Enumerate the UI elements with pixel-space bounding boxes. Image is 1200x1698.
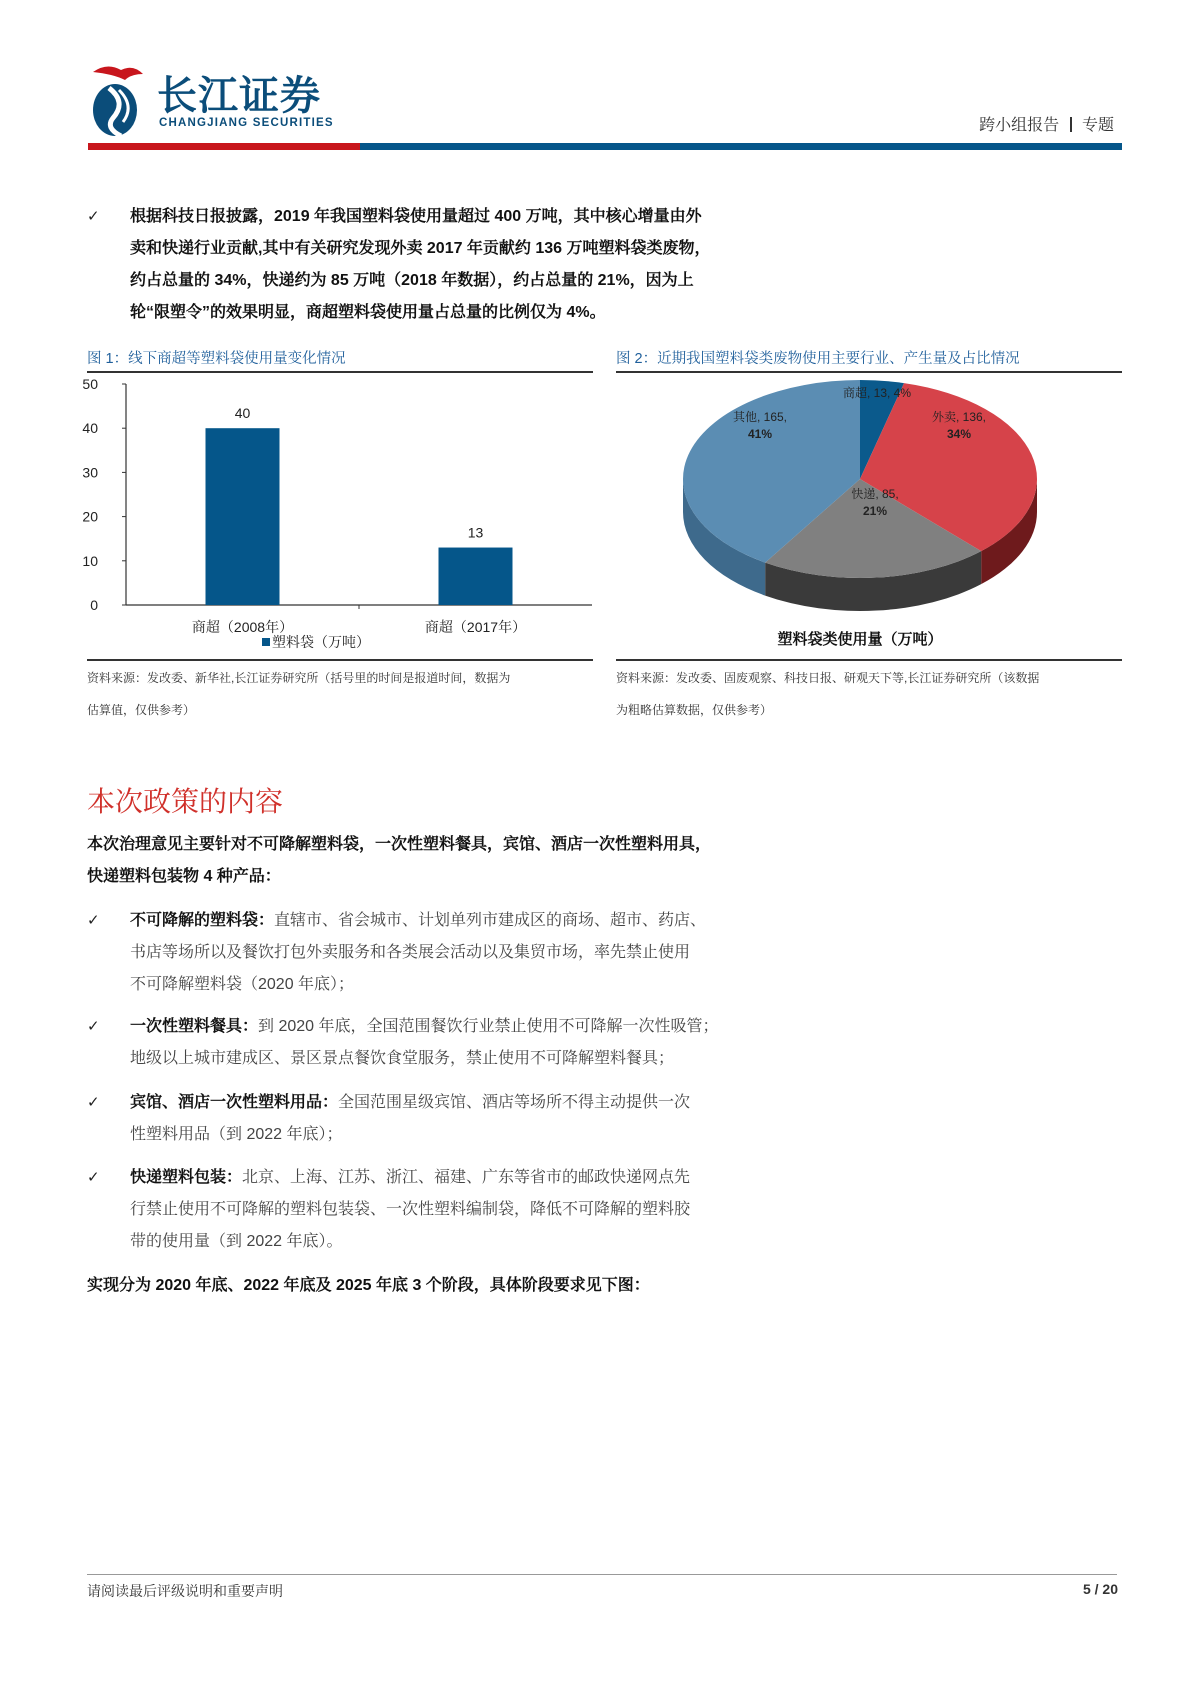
bullet-line: 书店等场所以及餐饮打包外卖服务和各类展会活动以及集贸市场，率先禁止使用 [130, 944, 691, 961]
logo-emblem-icon [87, 62, 153, 140]
bullet-line: 性塑料用品（到 2022 年底）； [130, 1126, 343, 1143]
report-type: 跨小组报告 [979, 117, 1060, 134]
bullet-line: 直辖市、省会城市、计划单列市建成区的商场、超市、药店、 [274, 912, 707, 929]
report-subtype: 专题 [1081, 117, 1114, 134]
divider [1070, 117, 1072, 132]
check-icon: ✓ [87, 912, 100, 929]
bullet-line: 带的使用量（到 2022 年底）。 [130, 1233, 343, 1250]
y-tick-label: 0 [90, 597, 98, 613]
bar-1 [439, 548, 513, 605]
pie-label: 其他, 165, [732, 410, 788, 424]
section-lead [87, 829, 827, 893]
check-icon: ✓ [87, 1169, 100, 1186]
y-tick-label: 10 [82, 552, 98, 569]
y-tick-label: 40 [82, 420, 98, 437]
page-number: 5 / 20 [1082, 1581, 1118, 1597]
intro-line: 卖和快递行业贡献,其中有关研究发现外卖 2017 年贡献约 136 万吨塑料袋类废物， [130, 240, 711, 257]
legend-label: 塑料袋（万吨） [272, 634, 370, 650]
figure-2-title: 图 2：近期我国塑料袋类废物使用主要行业、产生量及占比情况 [616, 351, 1020, 367]
bullet-lead: 不可降解的塑料袋： [130, 912, 275, 929]
figure-1-bottom-rule [87, 659, 593, 661]
intro-paragraph [87, 201, 787, 329]
closing-text: 实现分为 2020 年底、2022 年底及 2025 年底 3 个阶段，具体阶段要求见下图： [87, 1277, 650, 1294]
source-line: 资料来源：发改委、新华社,长江证券研究所（括号里的时间是报道时间，数据为 [87, 671, 511, 685]
intro-line: 轮“限塑令”的效果明显，商超塑料袋使用量占总量的比例仅为 4%。 [130, 304, 606, 321]
check-icon: ✓ [87, 1018, 100, 1035]
bullet-line: 不可降解塑料袋（2020 年底）； [130, 976, 355, 993]
figure-1-top-rule [87, 371, 593, 373]
intro-line: 根据科技日报披露，2019 年我国塑料袋使用量超过 400 万吨，其中核心增量由外 [130, 208, 702, 225]
intro-text [130, 201, 787, 329]
check-icon: ✓ [87, 208, 100, 225]
data-label: 13 [467, 524, 484, 541]
legend-swatch [262, 638, 270, 646]
bullet-item [87, 1162, 787, 1258]
bar-0 [206, 428, 280, 605]
bullet-item [87, 905, 787, 1001]
bullet-line: 行禁止使用不可降解的塑料包装袋、一次性塑料编制袋，降低不可降解的塑料胶 [130, 1201, 691, 1218]
source-line: 为粗略估算数据，仅供参考） [616, 703, 773, 717]
data-label: 40 [234, 405, 251, 422]
pie-label: 商超, 13, 4% [842, 386, 912, 400]
header-bar-red [88, 143, 360, 150]
x-tick-label: 商超（2017年） [424, 619, 527, 635]
bullet-line: 地级以上城市建成区、景区景点餐饮食堂服务，禁止使用不可降解塑料餐具； [130, 1050, 675, 1067]
bullet-item [87, 1011, 787, 1075]
y-tick-label: 20 [82, 508, 98, 525]
logo-text-cn: 长江证券 [157, 72, 321, 119]
figure-2-bottom-rule [616, 659, 1122, 661]
y-tick-label: 30 [82, 464, 98, 481]
figure-1-title: 图 1：线下商超等塑料袋使用量变化情况 [87, 351, 346, 367]
bar-chart [80, 375, 600, 660]
logo-text-en: CHANGJIANG SECURITIES [159, 117, 334, 129]
bullet-lead: 宾馆、酒店一次性塑料用品： [130, 1094, 339, 1111]
lead-line: 本次治理意见主要针对不可降解塑料袋，一次性塑料餐具，宾馆、酒店一次性塑料用具， [87, 836, 712, 853]
pie-chart [616, 370, 1122, 658]
pie-title: 塑料袋类使用量（万吨） [777, 631, 943, 648]
intro-line: 约占总量的 34%，快递约为 85 万吨（2018 年数据），约占总量的 21%，因为上 [130, 272, 694, 289]
section-heading: 本次政策的内容 [87, 786, 284, 817]
footer-rule [87, 1574, 1117, 1575]
report-category [979, 112, 1114, 135]
y-tick-label: 50 [82, 376, 98, 392]
pie-label-percent: 21% [862, 504, 888, 518]
bullet-lead: 快递塑料包装： [130, 1169, 243, 1186]
header-bar-blue [360, 143, 1122, 150]
company-logo [87, 62, 367, 140]
pie-label: 快递, 85, [851, 487, 899, 501]
check-icon: ✓ [87, 1094, 100, 1111]
bullet-line: 到 2020 年底，全国范围餐饮行业禁止使用不可降解一次性吸管； [258, 1018, 719, 1035]
bullet-line: 北京、上海、江苏、浙江、福建、广东等省市的邮政快递网点先 [242, 1169, 691, 1186]
pie-label: 外卖, 136, [931, 410, 987, 424]
figure-1-source [87, 662, 607, 726]
bullet-item [87, 1087, 787, 1151]
x-tick-label: 商超（2008年） [191, 619, 294, 635]
footer-disclaimer: 请阅读最后评级说明和重要声明 [87, 1583, 283, 1599]
bullet-line: 全国范围星级宾馆、酒店等场所不得主动提供一次 [338, 1094, 691, 1111]
figure-2-source [616, 662, 1136, 726]
source-line: 估算值，仅供参考） [87, 703, 196, 717]
bullet-lead: 一次性塑料餐具： [130, 1018, 259, 1035]
lead-line: 快递塑料包装物 4 种产品： [87, 868, 281, 885]
pie-label-percent: 34% [946, 427, 972, 441]
source-line: 资料来源：发改委、固废观察、科技日报、研观天下等,长江证券研究所（该数据 [616, 671, 1040, 685]
pie-label-percent: 41% [747, 427, 773, 441]
